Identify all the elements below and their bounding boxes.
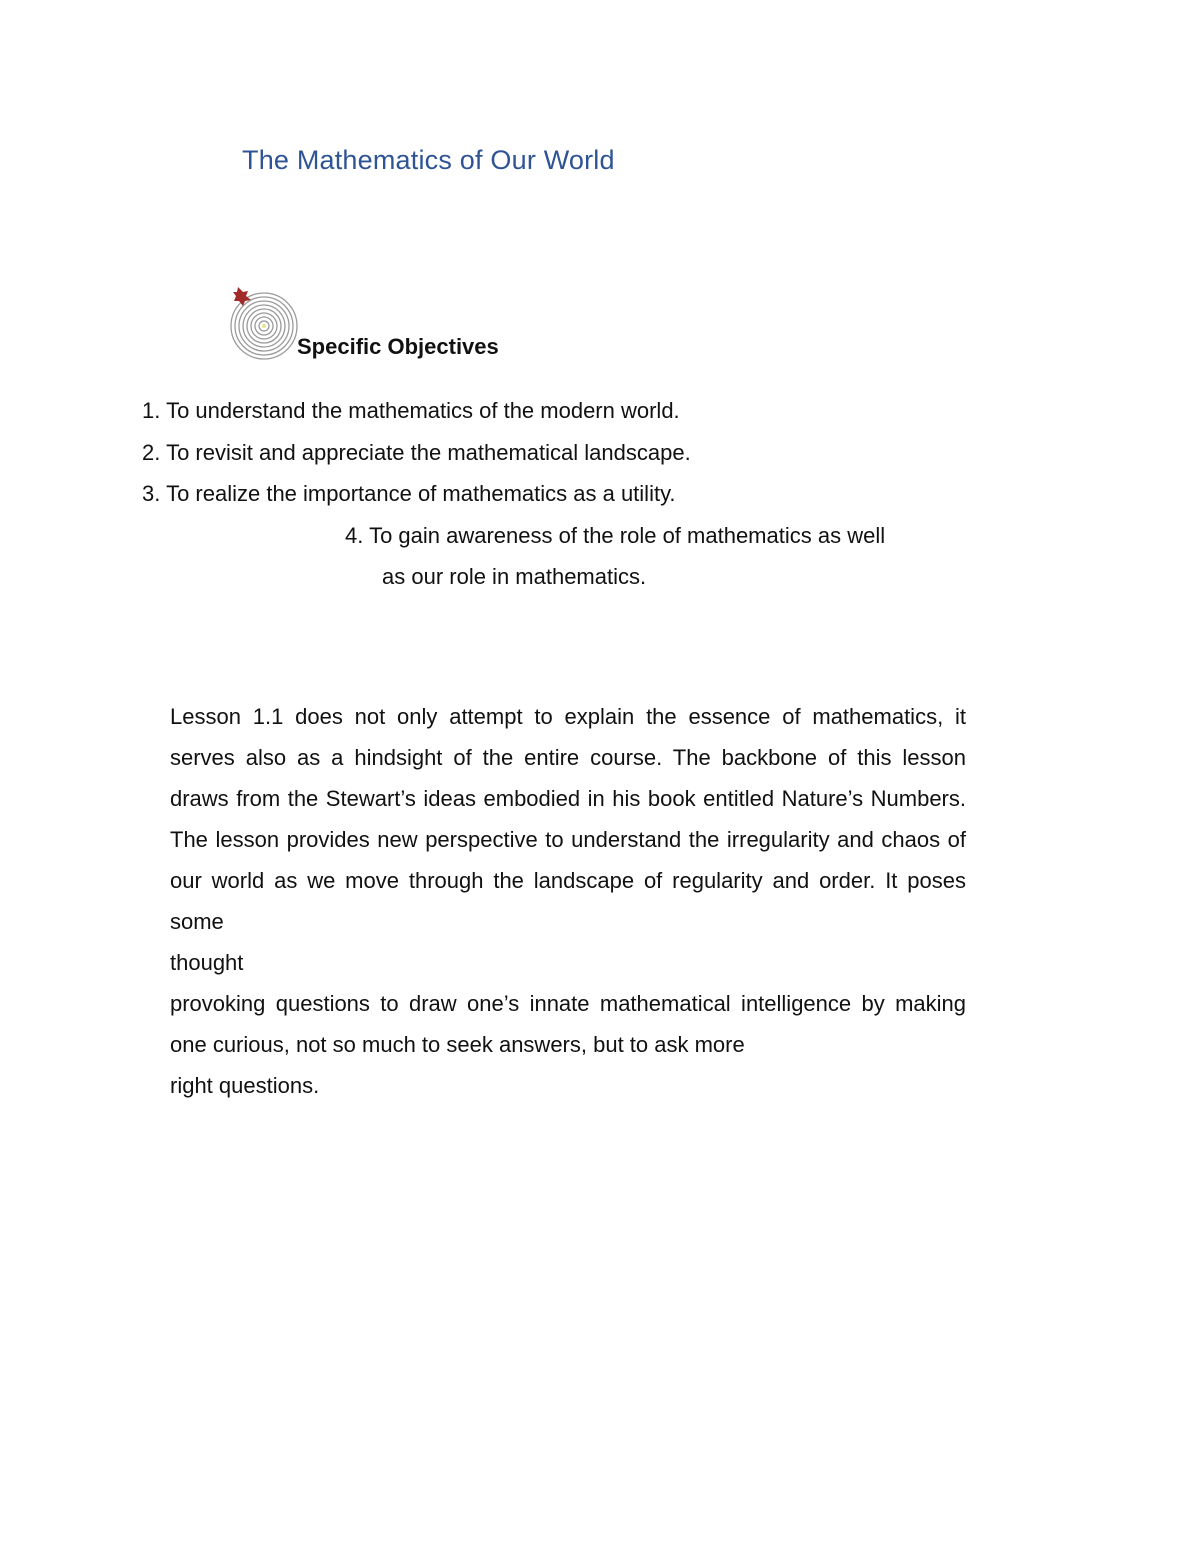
objective-item-continuation: as our role in mathematics. [382,564,647,589]
lesson-paragraph: provoking questions to draw one’s innate mathematical intelligence by making one curious, not so much to seek answers, but to ask more [170,991,966,1057]
target-icon [224,284,300,360]
lesson-paragraph-tail: right questions. [170,1073,320,1098]
lesson-paragraph-tail: thought [170,950,244,975]
objectives-heading: Specific Objectives [297,334,499,359]
objective-item: 2. To revisit and appreciate the mathematical landscape. [142,440,691,465]
objective-item: 1. To understand the mathematics of the modern world. [142,398,680,423]
lesson-description [170,696,966,1106]
lesson-paragraph: Lesson 1.1 does not only attempt to explain the essence of mathematics, it serves also as a hindsight of the entire course. The backbone of this lesson draws from the Stewart’s ideas embodied in his book entitled Nature’s Numbers. The lesson provides new perspective to understand the irregularity and chaos of our world as we move through the landscape of regularity and order. It poses some [170,704,966,934]
objective-item: 4. To gain awareness of the role of mathematics as well [345,523,886,548]
objective-item: 3. To realize the importance of mathematics as a utility. [142,481,676,506]
document-title: The Mathematics of Our World [242,145,615,175]
